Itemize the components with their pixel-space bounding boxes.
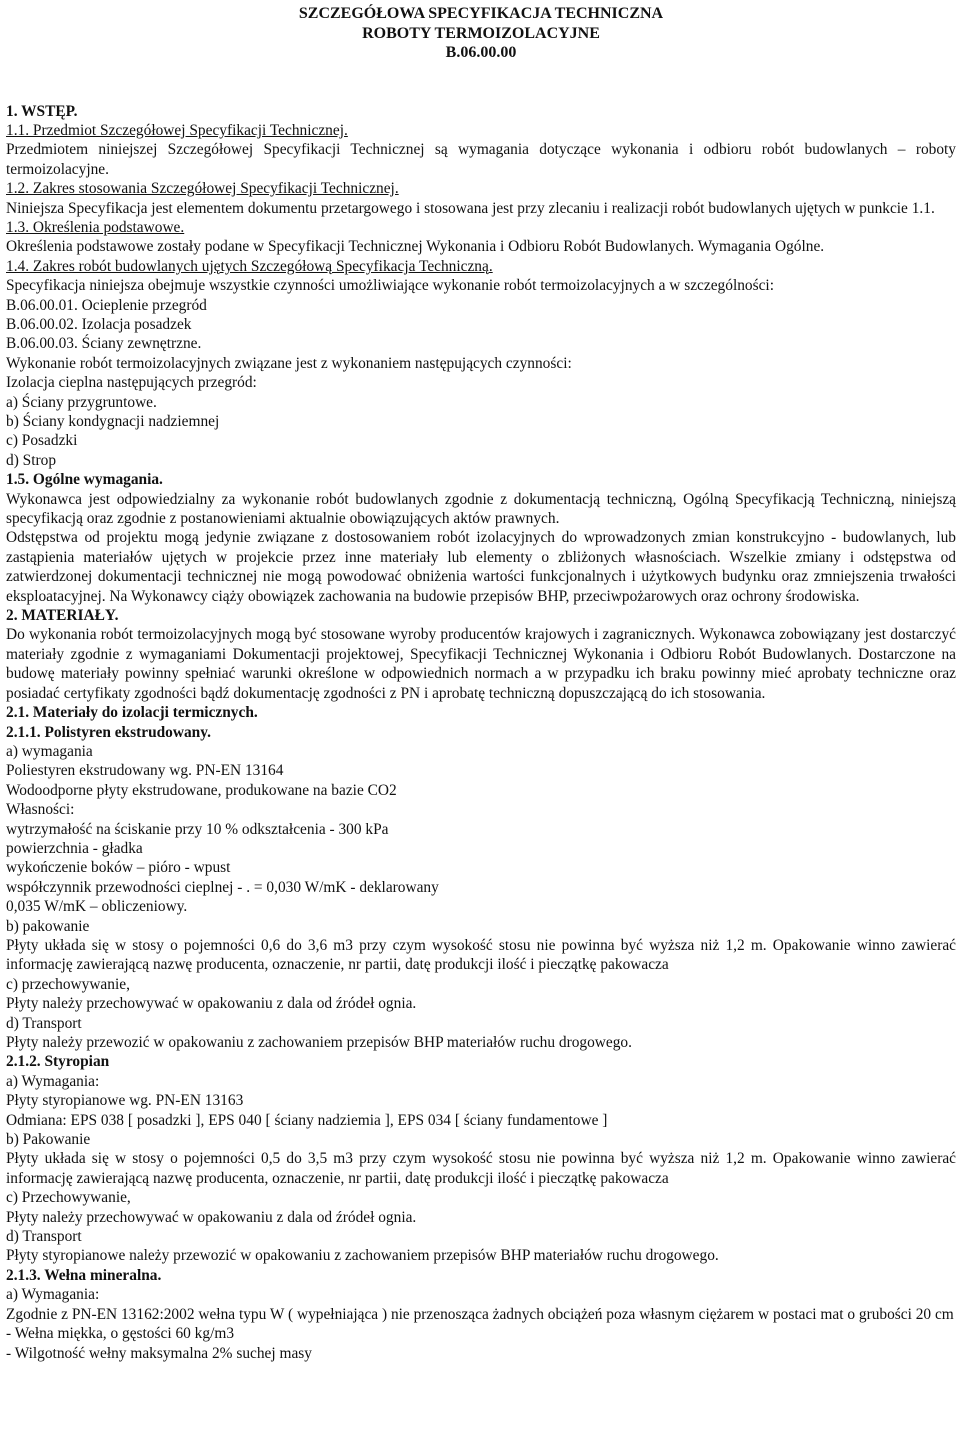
paragraph: Zgodnie z PN-EN 13162:2002 wełna typu W ( wypełniająca ) nie przenosząca żadnych obciążeń poza własnym ciężarem w postaci mat o grubości 20 cm	[6, 1305, 954, 1323]
paragraph: Odstępstwa od projektu mogą jedynie związane z dostosowaniem robót izolacyjnych do wprowadzonych zmian konstrukcyjno - budowlanych, lub zastąpienia materiałów ujętych w projekcie przez inne materiały lub elementy o zbliżonych własnościach. Wszelkie zmiany i odstępstwa od zatwierdzonej dokumentacji technicznej nie mogą powodować obniżenia wartości funkcjonalnych i użytkowych budynku oraz zmniejszenia trwałości eksploatacyjnej. Na Wykonawcy ciąży obowiązek zachowania na budowie przepisów BHP, przeciwpożarowych oraz ochrony środowiska.	[6, 529, 956, 605]
section-heading: 2.1.3. Wełna mineralna.	[6, 1266, 162, 1284]
paragraph: d) Transport	[6, 1014, 82, 1032]
paragraph: B.06.00.01. Ocieplenie przegród	[6, 296, 207, 314]
title-spacer	[6, 63, 956, 102]
paragraph: Wodoodporne płyty ekstrudowane, produkowane na bazie CO2	[6, 781, 397, 799]
paragraph: c) przechowywanie,	[6, 975, 130, 993]
paragraph: b) Ściany kondygnacji nadziemnej	[6, 413, 220, 430]
subsection-heading: 1.1. Przedmiot Szczegółowej Specyfikacji Technicznej.	[6, 121, 348, 139]
paragraph: Płyty należy przechowywać w opakowaniu z dala od źródeł ognia.	[6, 1208, 417, 1226]
section-heading: 2. MATERIAŁY.	[6, 607, 119, 625]
paragraph: współczynnik przewodności cieplnej - . = 0,030 W/mK - deklarowany	[6, 878, 439, 896]
section-heading: 1.5. Ogólne wymagania.	[6, 471, 163, 489]
paragraph: a) Wymagania:	[6, 1072, 100, 1090]
paragraph: B.06.00.02. Izolacja posadzek	[6, 315, 192, 333]
paragraph: Płyty styropianowe należy przewozić w opakowaniu z zachowaniem przepisów BHP materiałów ruchu drogowego.	[6, 1247, 719, 1265]
paragraph: - Wilgotność wełny maksymalna 2% suchej masy	[6, 1344, 312, 1362]
section-heading: 2.1.1. Polistyren ekstrudowany.	[6, 723, 211, 741]
paragraph: d) Transport	[6, 1228, 82, 1246]
title-line-1: SZCZEGÓŁOWA SPECYFIKACJA TECHNICZNA	[298, 5, 664, 22]
paragraph: b) Pakowanie	[6, 1131, 91, 1149]
section-heading: 2.1. Materiały do izolacji termicznych.	[6, 704, 258, 722]
paragraph: Płyty układa się w stosy o pojemności 0,6 do 3,6 m3 przy czym wysokość stosu nie powinna być wyższa niż 1,2 m. Opakowanie winno zawierać informację zawierającą nazwę producenta, oznaczenie, nr partii, datę produkcji ilość i pieczątkę pakowacza	[6, 936, 956, 974]
paragraph: Wykonawca jest odpowiedzialny za wykonanie robót budowlanych zgodnie z dokumentacją techniczną, Ogólną Specyfikacją Techniczną, niniejszą specyfikacją oraz zgodnie z postanowieniami aktualnie obowiązujących aktów prawnych.	[6, 490, 956, 528]
paragraph: Wykonanie robót termoizolacyjnych związane jest z wykonaniem następujących czynności:	[6, 354, 572, 372]
paragraph: powierzchnia - gładka	[6, 839, 143, 857]
title-line-3: B.06.00.00	[445, 44, 517, 61]
paragraph: Do wykonania robót termoizolacyjnych mogą być stosowane wyroby producentów krajowych i zagranicznych. Wykonawca zobowiązany jest dostarczyć materiały zgodnie z wymaganiami Dokumentacji projektowej, Specyfikacji Technicznej Wykonania i Odbioru Robót Budowlanych. Dostarczone na budowę materiały powinny spełniać warunki określone w odpowiednich normach a w przypadku ich braku powinny mieć aprobaty techniczne oraz posiadać certyfikaty zgodności bądź dokumentację zgodności z PN i aprobatę techniczną dopuszczającą do ich stosowania.	[6, 626, 956, 702]
section-heading: 1. WSTĘP.	[6, 102, 78, 120]
paragraph: Przedmiotem niniejszej Szczegółowej Specyfikacji Technicznej są wymagania dotyczące wykonania i odbioru robót budowlanych – roboty termoizolacyjne.	[6, 141, 956, 178]
subsection-heading: 1.4. Zakres robót budowlanych ujętych Szczegółową Specyfikacja Techniczną.	[6, 257, 493, 275]
section-heading: 2.1.2. Styropian	[6, 1053, 110, 1071]
paragraph: Niniejsza Specyfikacja jest elementem dokumentu przetargowego i stosowana jest przy zlecaniu i realizacji robót budowlanych ujętych w punkcie 1.1.	[6, 199, 935, 217]
document-body	[6, 102, 956, 1363]
subsection-heading: 1.3. Określenia podstawowe.	[6, 218, 185, 236]
paragraph: Specyfikacja niniejsza obejmuje wszystkie czynności umożliwiające wykonanie robót termoizolacyjnych a w szczególności:	[6, 277, 774, 295]
paragraph: Płyty styropianowe wg. PN-EN 13163	[6, 1092, 244, 1110]
document-title	[6, 4, 956, 63]
paragraph: - Wełna miękka, o gęstości 60 kg/m3	[6, 1325, 235, 1343]
paragraph: 0,035 W/mK – obliczeniowy.	[6, 898, 188, 916]
subsection-heading: 1.2. Zakres stosowania Szczegółowej Specyfikacji Technicznej.	[6, 180, 399, 198]
paragraph: a) Ściany przygruntowe.	[6, 393, 157, 411]
paragraph: Określenia podstawowe zostały podane w Specyfikacji Technicznej Wykonania i Odbioru Robót Budowlanych. Wymagania Ogólne.	[6, 238, 825, 256]
paragraph: c) Posadzki	[6, 432, 78, 450]
paragraph: wytrzymałość na ściskanie przy 10 % odkształcenia - 300 kPa	[6, 820, 389, 838]
paragraph: Płyty układa się w stosy o pojemności 0,5 do 3,5 m3 przy czym wysokość stosu nie powinna być wyższa niż 1,2 m. Opakowanie winno zawierać informację zawierającą nazwę producenta, oznaczenie, nr partii, datę produkcji ilość i pieczątkę pakowacza	[6, 1150, 956, 1187]
paragraph: Poliestyren ekstrudowany wg. PN-EN 13164	[6, 762, 284, 780]
paragraph: a) Wymagania:	[6, 1286, 100, 1304]
paragraph: Płyty należy przechowywać w opakowaniu z dala od źródeł ognia.	[6, 995, 417, 1013]
paragraph: Płyty należy przewozić w opakowaniu z zachowaniem przepisów BHP materiałów ruchu drogowego.	[6, 1034, 632, 1051]
paragraph: Izolacja cieplna następujących przegród:	[6, 374, 257, 392]
paragraph: Własności:	[6, 801, 75, 819]
paragraph: wykończenie boków – pióro - wpust	[6, 859, 231, 877]
paragraph: d) Strop	[6, 451, 57, 469]
paragraph: a) wymagania	[6, 742, 93, 760]
paragraph: B.06.00.03. Ściany zewnętrzne.	[6, 335, 202, 353]
paragraph: c) Przechowywanie,	[6, 1189, 131, 1207]
paragraph: Odmiana: EPS 038 [ posadzki ], EPS 040 [ ściany nadziemia ], EPS 034 [ ściany fundamentowe ]	[6, 1111, 608, 1129]
paragraph: b) pakowanie	[6, 917, 90, 935]
title-line-2: ROBOTY TERMOIZOLACYJNE	[362, 24, 600, 42]
